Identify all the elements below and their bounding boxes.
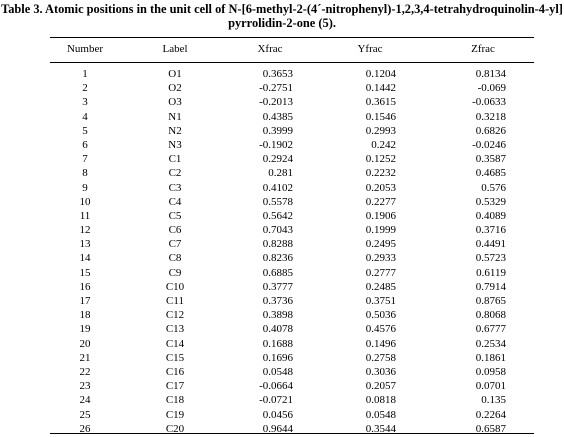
cell-yfrac: 0.1442: [365, 82, 396, 95]
cell-zfrac: 0.8068: [475, 309, 506, 322]
cell-number: 16: [79, 280, 91, 293]
cell-number: 15: [79, 266, 91, 279]
cell-number: 14: [79, 252, 91, 265]
table-bottom-rule: [50, 433, 534, 434]
cell-label: C20: [165, 422, 185, 435]
cell-zfrac: 0.0958: [475, 365, 506, 378]
cell-xfrac: 0.3736: [262, 295, 293, 307]
cell-number: 22: [79, 365, 91, 378]
cell-zfrac: 0.5723: [475, 252, 506, 265]
cell-number: 25: [79, 408, 91, 421]
cell-yfrac: 0.2495: [365, 238, 396, 251]
cell-label: C14: [165, 337, 185, 350]
cell-number: 1: [82, 68, 88, 80]
cell-xfrac: -0.0664: [259, 380, 293, 393]
cell-yfrac: 0.3751: [365, 295, 396, 307]
table-row: [0, 322, 564, 336]
cell-number: 19: [79, 323, 91, 336]
cell-yfrac: 0.242: [371, 138, 396, 151]
cell-number: 13: [79, 238, 91, 251]
table-row: [0, 181, 564, 195]
header-zfrac: Zfrac: [471, 43, 495, 55]
cell-zfrac: 0.4491: [475, 238, 506, 251]
cell-number: 17: [79, 295, 91, 307]
table-row: [0, 408, 564, 422]
cell-xfrac: 0.3653: [262, 68, 293, 80]
cell-xfrac: -0.1902: [259, 138, 293, 151]
cell-number: 24: [79, 394, 91, 407]
cell-xfrac: 0.9644: [262, 422, 293, 435]
table-row: [0, 138, 564, 152]
cell-yfrac: 0.2777: [365, 266, 396, 279]
cell-xfrac: 0.281: [268, 167, 293, 180]
cell-label: C12: [165, 309, 185, 322]
cell-number: 9: [82, 181, 88, 194]
table-row: [0, 67, 564, 81]
table-row: [0, 337, 564, 351]
table-row: [0, 152, 564, 166]
table-title-line-1: Table 3. Atomic positions in the unit cell of N-[6-methyl-2-(4´-nitrophenyl)-1,2,3,4-tetrahydroquinolin-4-yl]: [1, 2, 563, 16]
cell-number: 8: [82, 167, 88, 180]
cell-zfrac: 0.576: [481, 181, 506, 194]
cell-yfrac: 0.3615: [365, 96, 396, 109]
cell-xfrac: 0.0548: [262, 365, 293, 378]
cell-yfrac: 0.1496: [365, 337, 396, 350]
cell-yfrac: 0.3036: [365, 365, 396, 378]
cell-yfrac: 0.1204: [365, 68, 396, 80]
table-row: [0, 365, 564, 379]
cell-yfrac: 0.1252: [365, 153, 396, 166]
cell-number: 6: [82, 138, 88, 151]
cell-number: 12: [79, 224, 91, 237]
cell-xfrac: 0.4078: [262, 323, 293, 336]
cell-number: 3: [82, 96, 88, 109]
header-label: Label: [162, 43, 188, 55]
table-title-line-2: pyrrolidin-2-one (5).: [228, 16, 336, 30]
cell-zfrac: 0.8134: [475, 68, 506, 80]
cell-label: C11: [166, 295, 184, 307]
cell-zfrac: 0.3716: [475, 224, 506, 237]
cell-zfrac: 0.3218: [475, 110, 506, 123]
table-row: [0, 223, 564, 237]
table-row: [0, 209, 564, 223]
cell-label: N3: [168, 138, 182, 151]
cell-number: 20: [79, 337, 91, 350]
cell-zfrac: 0.6119: [476, 266, 506, 279]
header-xfrac: Xfrac: [257, 43, 283, 55]
cell-xfrac: 0.5642: [262, 209, 293, 222]
table-row: [0, 110, 564, 124]
cell-label: C15: [165, 351, 185, 364]
cell-label: C4: [168, 195, 182, 208]
cell-number: 5: [82, 124, 88, 137]
table-row: [0, 195, 564, 209]
cell-zfrac: 0.3587: [475, 153, 506, 166]
cell-label: C17: [165, 380, 185, 393]
cell-yfrac: 0.2057: [365, 380, 396, 393]
cell-label: C5: [168, 209, 182, 222]
cell-label: O2: [168, 82, 182, 95]
cell-xfrac: 0.4385: [262, 110, 293, 123]
cell-yfrac: 0.1999: [365, 224, 396, 237]
cell-xfrac: 0.2924: [262, 153, 293, 166]
table-row: [0, 294, 564, 308]
cell-zfrac: 0.6777: [475, 323, 506, 336]
table-title: [0, 2, 564, 30]
table-row: [0, 251, 564, 265]
header-number: Number: [66, 43, 104, 55]
cell-xfrac: 0.1696: [262, 351, 293, 364]
cell-label: C19: [165, 408, 185, 421]
cell-number: 10: [79, 195, 91, 208]
table-row: [0, 379, 564, 393]
cell-xfrac: 0.3898: [262, 309, 293, 322]
cell-zfrac: 0.1861: [475, 351, 506, 364]
cell-zfrac: -0.0246: [472, 138, 506, 151]
cell-label: N1: [168, 110, 182, 123]
cell-zfrac: 0.135: [481, 394, 506, 407]
cell-zfrac: -0.069: [477, 82, 506, 95]
table-row: [0, 166, 564, 180]
cell-number: 11: [79, 209, 91, 222]
cell-yfrac: 0.4576: [365, 323, 396, 336]
table-header-rule: [50, 62, 534, 63]
table-row: [0, 95, 564, 109]
cell-number: 7: [82, 153, 88, 166]
cell-yfrac: 0.2277: [365, 195, 396, 208]
table-row: [0, 351, 564, 365]
cell-xfrac: -0.2013: [259, 96, 293, 109]
cell-zfrac: 0.0701: [475, 380, 506, 393]
cell-number: 4: [82, 110, 88, 123]
cell-label: N2: [168, 124, 182, 137]
table-row: [0, 124, 564, 138]
cell-label: C6: [168, 224, 182, 237]
table-top-rule: [50, 37, 534, 38]
header-yfrac: Yfrac: [357, 43, 383, 55]
cell-label: C9: [168, 266, 182, 279]
cell-yfrac: 0.1546: [365, 110, 396, 123]
cell-yfrac: 0.1906: [365, 209, 396, 222]
cell-label: C1: [168, 153, 182, 166]
table-body: [0, 67, 564, 436]
cell-label: C13: [165, 323, 185, 336]
cell-zfrac: 0.5329: [475, 195, 506, 208]
cell-number: 21: [79, 351, 91, 364]
cell-zfrac: 0.4089: [475, 209, 506, 222]
cell-xfrac: 0.6885: [262, 266, 293, 279]
cell-xfrac: 0.4102: [262, 181, 293, 194]
cell-zfrac: 0.4685: [475, 167, 506, 180]
table-row: [0, 393, 564, 407]
cell-yfrac: 0.2485: [365, 280, 396, 293]
cell-xfrac: 0.5578: [262, 195, 293, 208]
cell-yfrac: 0.3544: [365, 422, 396, 435]
cell-xfrac: 0.7043: [262, 224, 293, 237]
cell-xfrac: 0.3777: [262, 280, 293, 293]
cell-zfrac: 0.2264: [475, 408, 506, 421]
cell-label: C10: [165, 280, 185, 293]
cell-zfrac: 0.6587: [475, 422, 506, 435]
cell-yfrac: 0.2232: [365, 167, 396, 180]
table-row: [0, 280, 564, 294]
table-row: [0, 81, 564, 95]
cell-zfrac: 0.2534: [475, 337, 506, 350]
cell-label: O3: [168, 96, 182, 109]
cell-xfrac: 0.8236: [262, 252, 293, 265]
table-row: [0, 237, 564, 251]
cell-yfrac: 0.2053: [365, 181, 396, 194]
cell-yfrac: 0.5036: [365, 309, 396, 322]
table-row: [0, 308, 564, 322]
cell-label: C7: [168, 238, 182, 251]
cell-label: C2: [168, 167, 182, 180]
cell-xfrac: 0.0456: [262, 408, 293, 421]
cell-yfrac: 0.0818: [365, 394, 396, 407]
cell-zfrac: 0.6826: [475, 124, 506, 137]
cell-label: O1: [168, 68, 182, 80]
cell-number: 2: [82, 82, 88, 95]
cell-label: C16: [165, 365, 185, 378]
cell-yfrac: 0.2933: [365, 252, 396, 265]
cell-xfrac: 0.3999: [262, 124, 293, 137]
cell-xfrac: -0.2751: [259, 82, 293, 95]
cell-label: C8: [168, 252, 182, 265]
cell-xfrac: -0.0721: [259, 394, 293, 407]
cell-number: 26: [79, 422, 91, 435]
table-row: [0, 266, 564, 280]
cell-zfrac: -0.0633: [472, 96, 506, 109]
cell-number: 23: [79, 380, 91, 393]
cell-yfrac: 0.0548: [365, 408, 396, 421]
cell-yfrac: 0.2758: [365, 351, 396, 364]
cell-xfrac: 0.8288: [262, 238, 293, 251]
cell-zfrac: 0.7914: [475, 280, 506, 293]
cell-label: C18: [165, 394, 185, 407]
cell-number: 18: [79, 309, 91, 322]
cell-zfrac: 0.8765: [475, 295, 506, 307]
cell-yfrac: 0.2993: [365, 124, 396, 137]
cell-xfrac: 0.1688: [262, 337, 293, 350]
cell-label: C3: [168, 181, 182, 194]
